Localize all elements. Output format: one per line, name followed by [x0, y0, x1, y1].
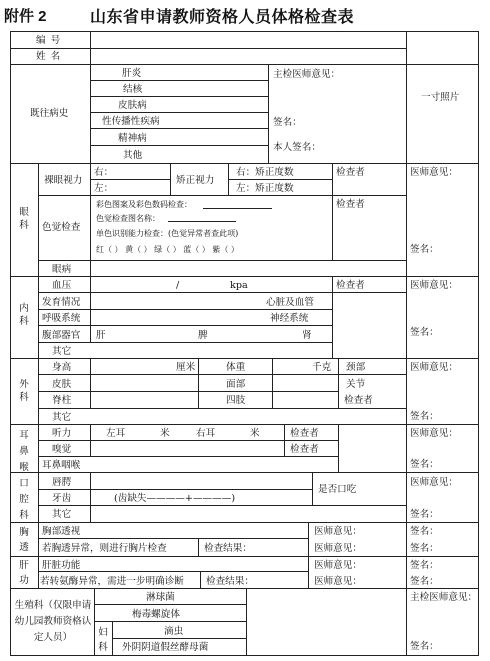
skin-label: 皮肤: [52, 379, 72, 390]
eye-sign: 签名：: [410, 244, 439, 255]
surgery-section-label: 外科: [19, 379, 29, 403]
history-label: 既往病史: [30, 108, 69, 119]
teeth-label: 牙齿: [52, 493, 72, 504]
meter-unit: 米: [160, 428, 170, 439]
limbs-label: 四肢: [226, 395, 246, 406]
color-test-line: 彩色图案及彩色数码检查：: [96, 200, 192, 209]
left-ear-label: 左耳: [106, 428, 126, 439]
history-sign: 签名：: [273, 117, 302, 128]
history-item: 精神病: [118, 133, 147, 144]
liver-sign: 签名：: [410, 576, 439, 587]
ent-examiner: 检查者: [290, 428, 319, 439]
weight-label: 体重: [226, 362, 246, 373]
smell-label: 嗅觉: [52, 444, 72, 455]
self-sign: 本人签名：: [273, 142, 321, 153]
surgery-examiner: 检查者: [344, 395, 373, 406]
oral-other: 其它: [52, 509, 72, 520]
bp-label: 血压: [52, 280, 72, 291]
oral-doctor-opinion: 医师意见：: [410, 477, 458, 488]
development-label: 发育情况: [42, 297, 81, 308]
right-correction: 右：矫正度数: [236, 167, 294, 178]
stutter-label: 是否口吃: [318, 484, 357, 495]
spine-label: 脊柱: [52, 395, 72, 406]
liver-abnormal-note: 若转氨酶异常，需进一步明确诊断: [40, 576, 184, 587]
repro-item: 梅毒螺旋体: [132, 609, 180, 620]
chest-sign: 签名：: [410, 543, 439, 554]
name-label: 姓 名: [36, 51, 62, 62]
chest-abnormal-note: 若胸透异常，则进行胸片检查: [42, 543, 167, 554]
chest-section-label: 胸透: [19, 527, 29, 553]
internal-section-label: 内科: [19, 303, 29, 327]
eye-disease-label: 眼病: [52, 264, 72, 275]
height-unit: 厘米: [176, 362, 196, 373]
ent-examiner: 检查者: [290, 444, 319, 455]
bp-unit: kpa: [230, 280, 248, 291]
right-ear-label: 右耳: [196, 428, 216, 439]
history-item: 肝炎: [122, 68, 142, 79]
corrected-vision-label: 矫正视力: [176, 175, 215, 186]
history-item: 性传播性疾病: [102, 116, 160, 127]
heart-label: 心脏及血管: [266, 297, 314, 308]
page-title: 山东省申请教师资格人员体格检查表: [90, 7, 355, 26]
number-label: 编 号: [36, 35, 62, 46]
repro-label: 生殖科（仅限申请幼儿园教师资格认定人员）: [14, 600, 92, 643]
internal-other: 其它: [52, 346, 72, 357]
liver-doctor-opinion: 医师意见：: [314, 560, 362, 571]
internal-examiner: 检查者: [336, 280, 365, 291]
chest-doctor-opinion: 医师意见：: [314, 526, 362, 537]
liver-sign: 签名：: [410, 560, 439, 571]
respiratory-label: 呼吸系统: [42, 313, 81, 324]
oral-sign: 签名：: [410, 509, 439, 520]
eye-section-label: 眼科: [19, 207, 29, 231]
photo-placeholder: 一寸照片: [421, 92, 460, 103]
surgery-doctor-opinion: 医师意见：: [410, 362, 458, 373]
liver-result: 检查结果：: [206, 576, 254, 587]
color-vision-label: 色觉检查: [42, 222, 81, 233]
annex-label: 附件 2: [4, 8, 47, 25]
ent-doctor-opinion: 医师意见：: [410, 428, 458, 439]
liver-label: 肝: [96, 330, 106, 341]
eye-examiner: 检查者: [336, 199, 365, 210]
lips-label: 唇腭: [52, 477, 72, 488]
surgery-other: 其它: [52, 412, 72, 423]
chest-doctor-opinion: 医师意见：: [314, 543, 362, 554]
nervous-label: 神经系统: [270, 313, 309, 324]
meter-unit: 米: [250, 428, 260, 439]
eye-doctor-opinion: 医师意见：: [410, 167, 458, 178]
gyn-label: 妇科: [98, 627, 108, 653]
oral-section-label: 口腔科: [19, 478, 29, 521]
internal-sign: 签名：: [410, 327, 439, 338]
abdomen-label: 腹部器官: [42, 330, 81, 341]
repro-item: 淋球菌: [146, 592, 175, 603]
face-label: 面部: [226, 379, 246, 390]
spleen-label: 脾: [198, 330, 208, 341]
ent-sign: 签名：: [410, 459, 439, 470]
chest-sign: 签名：: [410, 526, 439, 537]
repro-chief-opinion: 主检医师意见：: [410, 592, 478, 603]
throat-label: 耳鼻咽喉: [42, 460, 81, 471]
color-test-line: 单色识别能力检查：(色觉异常者查此项): [96, 229, 239, 238]
vision-right: 右：: [94, 167, 114, 178]
kidney-label: 肾: [302, 330, 312, 341]
surgery-sign: 签名：: [410, 411, 439, 422]
history-item: 其他: [123, 150, 143, 161]
history-item: 结核: [123, 84, 143, 95]
color-test-line: 色觉检查图名称：: [96, 214, 160, 223]
bp-separator: /: [176, 280, 180, 291]
hearing-label: 听力: [52, 428, 72, 439]
liver-function-label: 肝脏功能: [42, 560, 81, 571]
naked-vision-label: 裸眼视力: [44, 175, 83, 186]
repro-item: 滴虫: [164, 626, 184, 637]
ent-section-label: 耳鼻喉: [19, 430, 29, 473]
weight-unit: 千克: [312, 362, 332, 373]
chief-doctor-opinion: 主检医师意见：: [273, 69, 341, 80]
repro-item: 外阴阴道假丝酵母菌: [122, 642, 209, 653]
missing-teeth-note: (齿缺失————+————): [114, 493, 236, 504]
repro-sign: 签名：: [410, 641, 439, 652]
chest-result: 检查结果：: [204, 543, 252, 554]
color-test-line: 红（ ） 黄（ ） 绿（ ） 蓝（ ） 紫（ ）: [96, 245, 239, 254]
eye-examiner: 检查者: [336, 167, 365, 178]
liver-section-label: 肝功: [19, 560, 29, 586]
left-correction: 左：矫正度数: [236, 183, 294, 194]
internal-doctor-opinion: 医师意见：: [410, 280, 458, 291]
joint-label: 关节: [346, 379, 366, 390]
height-label: 身高: [52, 362, 72, 373]
vision-left: 左：: [94, 183, 114, 194]
neck-label: 颈部: [346, 362, 366, 373]
history-item: 皮肤病: [118, 100, 147, 111]
liver-doctor-opinion: 医师意见：: [314, 576, 362, 587]
fluoro-label: 胸部透视: [42, 526, 81, 537]
